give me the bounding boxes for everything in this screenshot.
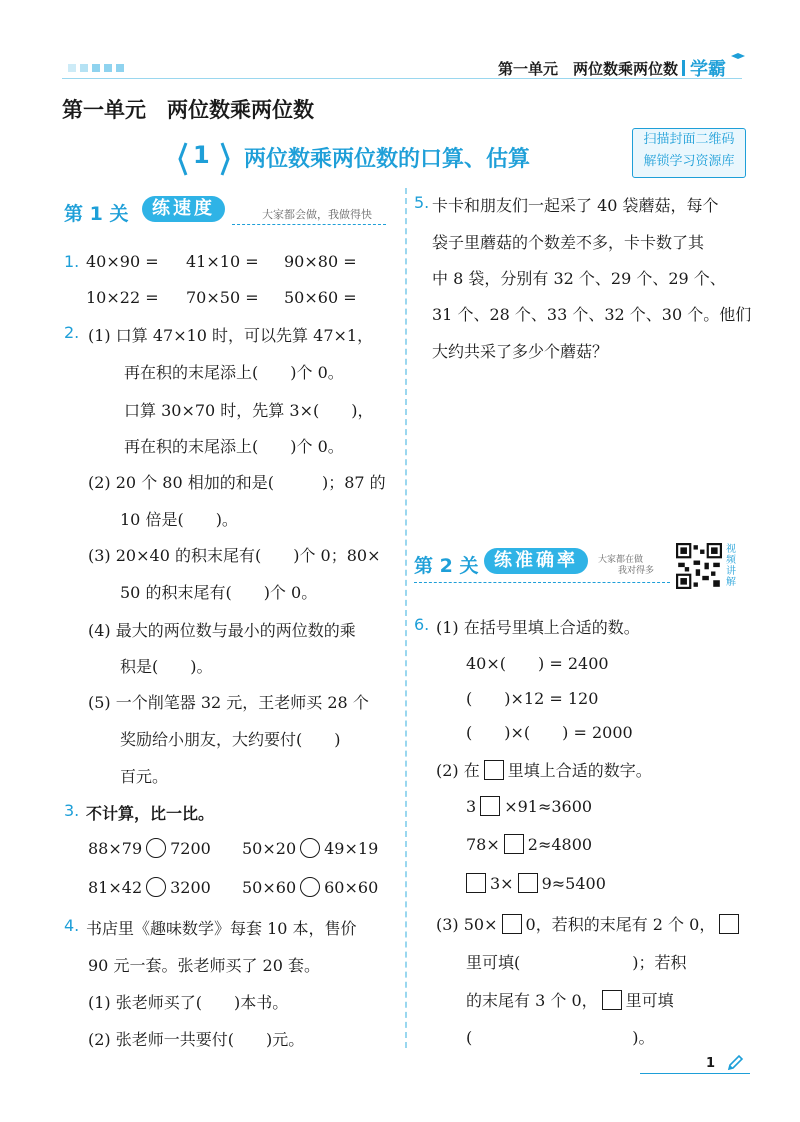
level-1-slogan: 大家都会做，我做得快 bbox=[262, 208, 372, 221]
question-1-row-2 bbox=[86, 288, 357, 307]
q4-line-1: 书店里《趣味数学》每套 10 本，售价 bbox=[86, 919, 357, 938]
q6-fill-1-a: 3 bbox=[466, 797, 477, 816]
q2-line-1: (1) 口算 47×10 时，可以先算 47×1， bbox=[88, 326, 374, 345]
q1-item-e: 70×50 = bbox=[186, 288, 259, 307]
question-4-number: 4. bbox=[64, 916, 80, 935]
q2-line-10: 积是( )。 bbox=[120, 657, 213, 676]
scan-line-1: 扫描封面二维码 bbox=[643, 132, 735, 147]
q3-d-left: 50×60 bbox=[242, 878, 297, 897]
column-divider bbox=[405, 188, 407, 1048]
q3-a-left: 88×79 bbox=[88, 839, 143, 858]
q5-line-2: 袋子里蘑菇的个数差不多，卡卡数了其 bbox=[432, 233, 705, 252]
q6-line-2-end: 里填上合适的数字。 bbox=[507, 761, 652, 780]
q2-line-12: 奖励给小朋友，大约要付( ) bbox=[120, 730, 341, 749]
q6-fill-1 bbox=[466, 796, 592, 816]
q6-line-5-a: 的末尾有 3 个 0， bbox=[466, 991, 598, 1010]
q4-line-3: (1) 张老师买了( )本书。 bbox=[88, 993, 289, 1012]
q2-line-2: 再在积的末尾添上( )个 0。 bbox=[124, 363, 344, 382]
q6-line-5-b: 里可填 bbox=[625, 991, 674, 1010]
answer-box[interactable] bbox=[502, 914, 522, 934]
compare-circle[interactable] bbox=[146, 838, 166, 858]
q6-fill-2-a: 78× bbox=[466, 835, 500, 854]
answer-box[interactable] bbox=[602, 990, 622, 1010]
q3-compare-a bbox=[88, 838, 211, 858]
q6-line-2-start: (2) 在 bbox=[436, 761, 480, 780]
question-2-number: 2. bbox=[64, 323, 80, 342]
graduation-cap-icon bbox=[731, 53, 745, 61]
q2-line-7: (3) 20×40 的积末尾有( )个 0；80× bbox=[88, 546, 381, 565]
q6-line-4: 里可填( )；若积 bbox=[466, 953, 687, 972]
q1-item-d: 10×22 = bbox=[86, 288, 159, 307]
q2-line-8: 50 的积末尾有( )个 0。 bbox=[120, 583, 318, 602]
unit-title: 第一单元 两位数乘两位数 bbox=[62, 98, 314, 122]
q3-b-right: 49×19 bbox=[324, 839, 379, 858]
q1-item-f: 50×60 = bbox=[284, 288, 357, 307]
scan-qr-banner[interactable] bbox=[632, 128, 746, 178]
question-6-number: 6. bbox=[414, 615, 430, 634]
section-title: 两位数乘两位数的口算、估算 bbox=[244, 147, 531, 172]
footer-rule bbox=[640, 1073, 750, 1074]
pencil-icon bbox=[726, 1054, 744, 1072]
q6-fill-3 bbox=[466, 873, 606, 893]
question-1-row-1 bbox=[64, 252, 357, 271]
compare-circle[interactable] bbox=[300, 877, 320, 897]
q6-fill-2 bbox=[466, 834, 592, 854]
question-3-number: 3. bbox=[64, 801, 80, 820]
qr-code-icon[interactable] bbox=[676, 543, 722, 589]
brand-logo: 学霸 bbox=[690, 59, 726, 80]
q3-compare-b bbox=[242, 838, 378, 858]
level-1-underline bbox=[232, 224, 386, 225]
q2-line-11: (5) 一个削笔器 32 元，王老师买 28 个 bbox=[88, 693, 369, 712]
header-decoration bbox=[68, 64, 124, 72]
q3-c-left: 81×42 bbox=[88, 878, 143, 897]
running-title: 第一单元 两位数乘两位数 bbox=[497, 60, 678, 78]
scan-line-2: 解锁学习资源库 bbox=[643, 154, 735, 169]
q1-item-b: 41×10 = bbox=[186, 252, 259, 271]
answer-box[interactable] bbox=[484, 760, 504, 780]
question-5-number: 5. bbox=[414, 193, 430, 212]
level-2-slogan-2: 我对得多 bbox=[618, 566, 655, 576]
q6-eq-3: ( )×( ) = 2000 bbox=[466, 723, 633, 742]
page-number: 1 bbox=[706, 1056, 716, 1071]
q6-fill-3-a: 3× bbox=[490, 874, 514, 893]
q2-line-9: (4) 最大的两位数与最小的两位数的乘 bbox=[88, 621, 356, 640]
q6-line-2 bbox=[436, 758, 652, 781]
q6-fill-3-b: 9≈5400 bbox=[541, 874, 606, 893]
q5-line-5: 大约共采了多少个蘑菇？ bbox=[432, 342, 609, 361]
q3-d-right: 60×60 bbox=[324, 878, 379, 897]
answer-box[interactable] bbox=[466, 873, 486, 893]
q6-fill-2-b: 2≈4800 bbox=[527, 835, 593, 854]
level-1-label: 第 1 关 bbox=[64, 203, 129, 225]
q5-line-4: 31 个、28 个、33 个、32 个、30 个。他们 bbox=[432, 305, 752, 324]
q4-line-4: (2) 张老师一共要付( )元。 bbox=[88, 1030, 305, 1049]
q6-line-3-b: 0，若积的末尾有 2 个 0， bbox=[525, 915, 716, 934]
level-2-underline bbox=[414, 582, 670, 583]
q5-line-1: 卡卡和朋友们一起采了 40 袋蘑菇，每个 bbox=[432, 196, 719, 215]
answer-box[interactable] bbox=[504, 834, 524, 854]
q2-line-3: 口算 30×70 时，先算 3×( )， bbox=[124, 401, 374, 420]
header-divider bbox=[682, 60, 685, 76]
q3-compare-d bbox=[242, 877, 378, 897]
level-2-slogan-1: 大家都在做 bbox=[598, 555, 644, 565]
q6-line-3 bbox=[436, 912, 743, 935]
q6-line-3-a: (3) 50× bbox=[436, 915, 498, 934]
level-2-label: 第 2 关 bbox=[414, 555, 479, 577]
q3-b-left: 50×20 bbox=[242, 839, 297, 858]
q3-compare-c bbox=[88, 877, 211, 897]
q6-line-1: (1) 在括号里填上合适的数。 bbox=[436, 618, 640, 637]
q2-line-4: 再在积的末尾添上( )个 0。 bbox=[124, 437, 344, 456]
q3-title: 不计算，比一比。 bbox=[86, 804, 215, 823]
q3-c-right: 3200 bbox=[170, 878, 211, 897]
answer-box[interactable] bbox=[480, 796, 500, 816]
q6-fill-1-b: ×91≈3600 bbox=[504, 797, 593, 816]
compare-circle[interactable] bbox=[300, 838, 320, 858]
question-1-number: 1. bbox=[64, 252, 80, 271]
q3-a-right: 7200 bbox=[170, 839, 211, 858]
q6-eq-1: 40×( ) = 2400 bbox=[466, 654, 609, 673]
compare-circle[interactable] bbox=[146, 877, 166, 897]
q6-line-6: ( )。 bbox=[466, 1028, 655, 1047]
answer-box[interactable] bbox=[719, 914, 739, 934]
q6-line-5 bbox=[466, 988, 674, 1011]
level-2-pill: 练准确率 bbox=[484, 548, 588, 574]
q2-line-6: 10 倍是( )。 bbox=[120, 510, 238, 529]
q6-eq-2: ( )×12 = 120 bbox=[466, 689, 599, 708]
q2-line-13: 百元。 bbox=[120, 767, 169, 786]
section-number: 1 bbox=[193, 141, 210, 169]
answer-box[interactable] bbox=[518, 873, 538, 893]
level-1-pill: 练速度 bbox=[142, 196, 225, 222]
q2-line-5: (2) 20 个 80 相加的和是( )；87 的 bbox=[88, 473, 386, 492]
q1-item-c: 90×80 = bbox=[284, 252, 357, 271]
q1-item-a: 40×90 = bbox=[86, 252, 159, 271]
q4-line-2: 90 元一套。张老师买了 20 套。 bbox=[88, 956, 320, 975]
video-explanation-label[interactable]: 视频讲解 bbox=[726, 544, 736, 588]
q5-line-3: 中 8 袋，分别有 32 个、29 个、29 个、 bbox=[432, 269, 726, 288]
